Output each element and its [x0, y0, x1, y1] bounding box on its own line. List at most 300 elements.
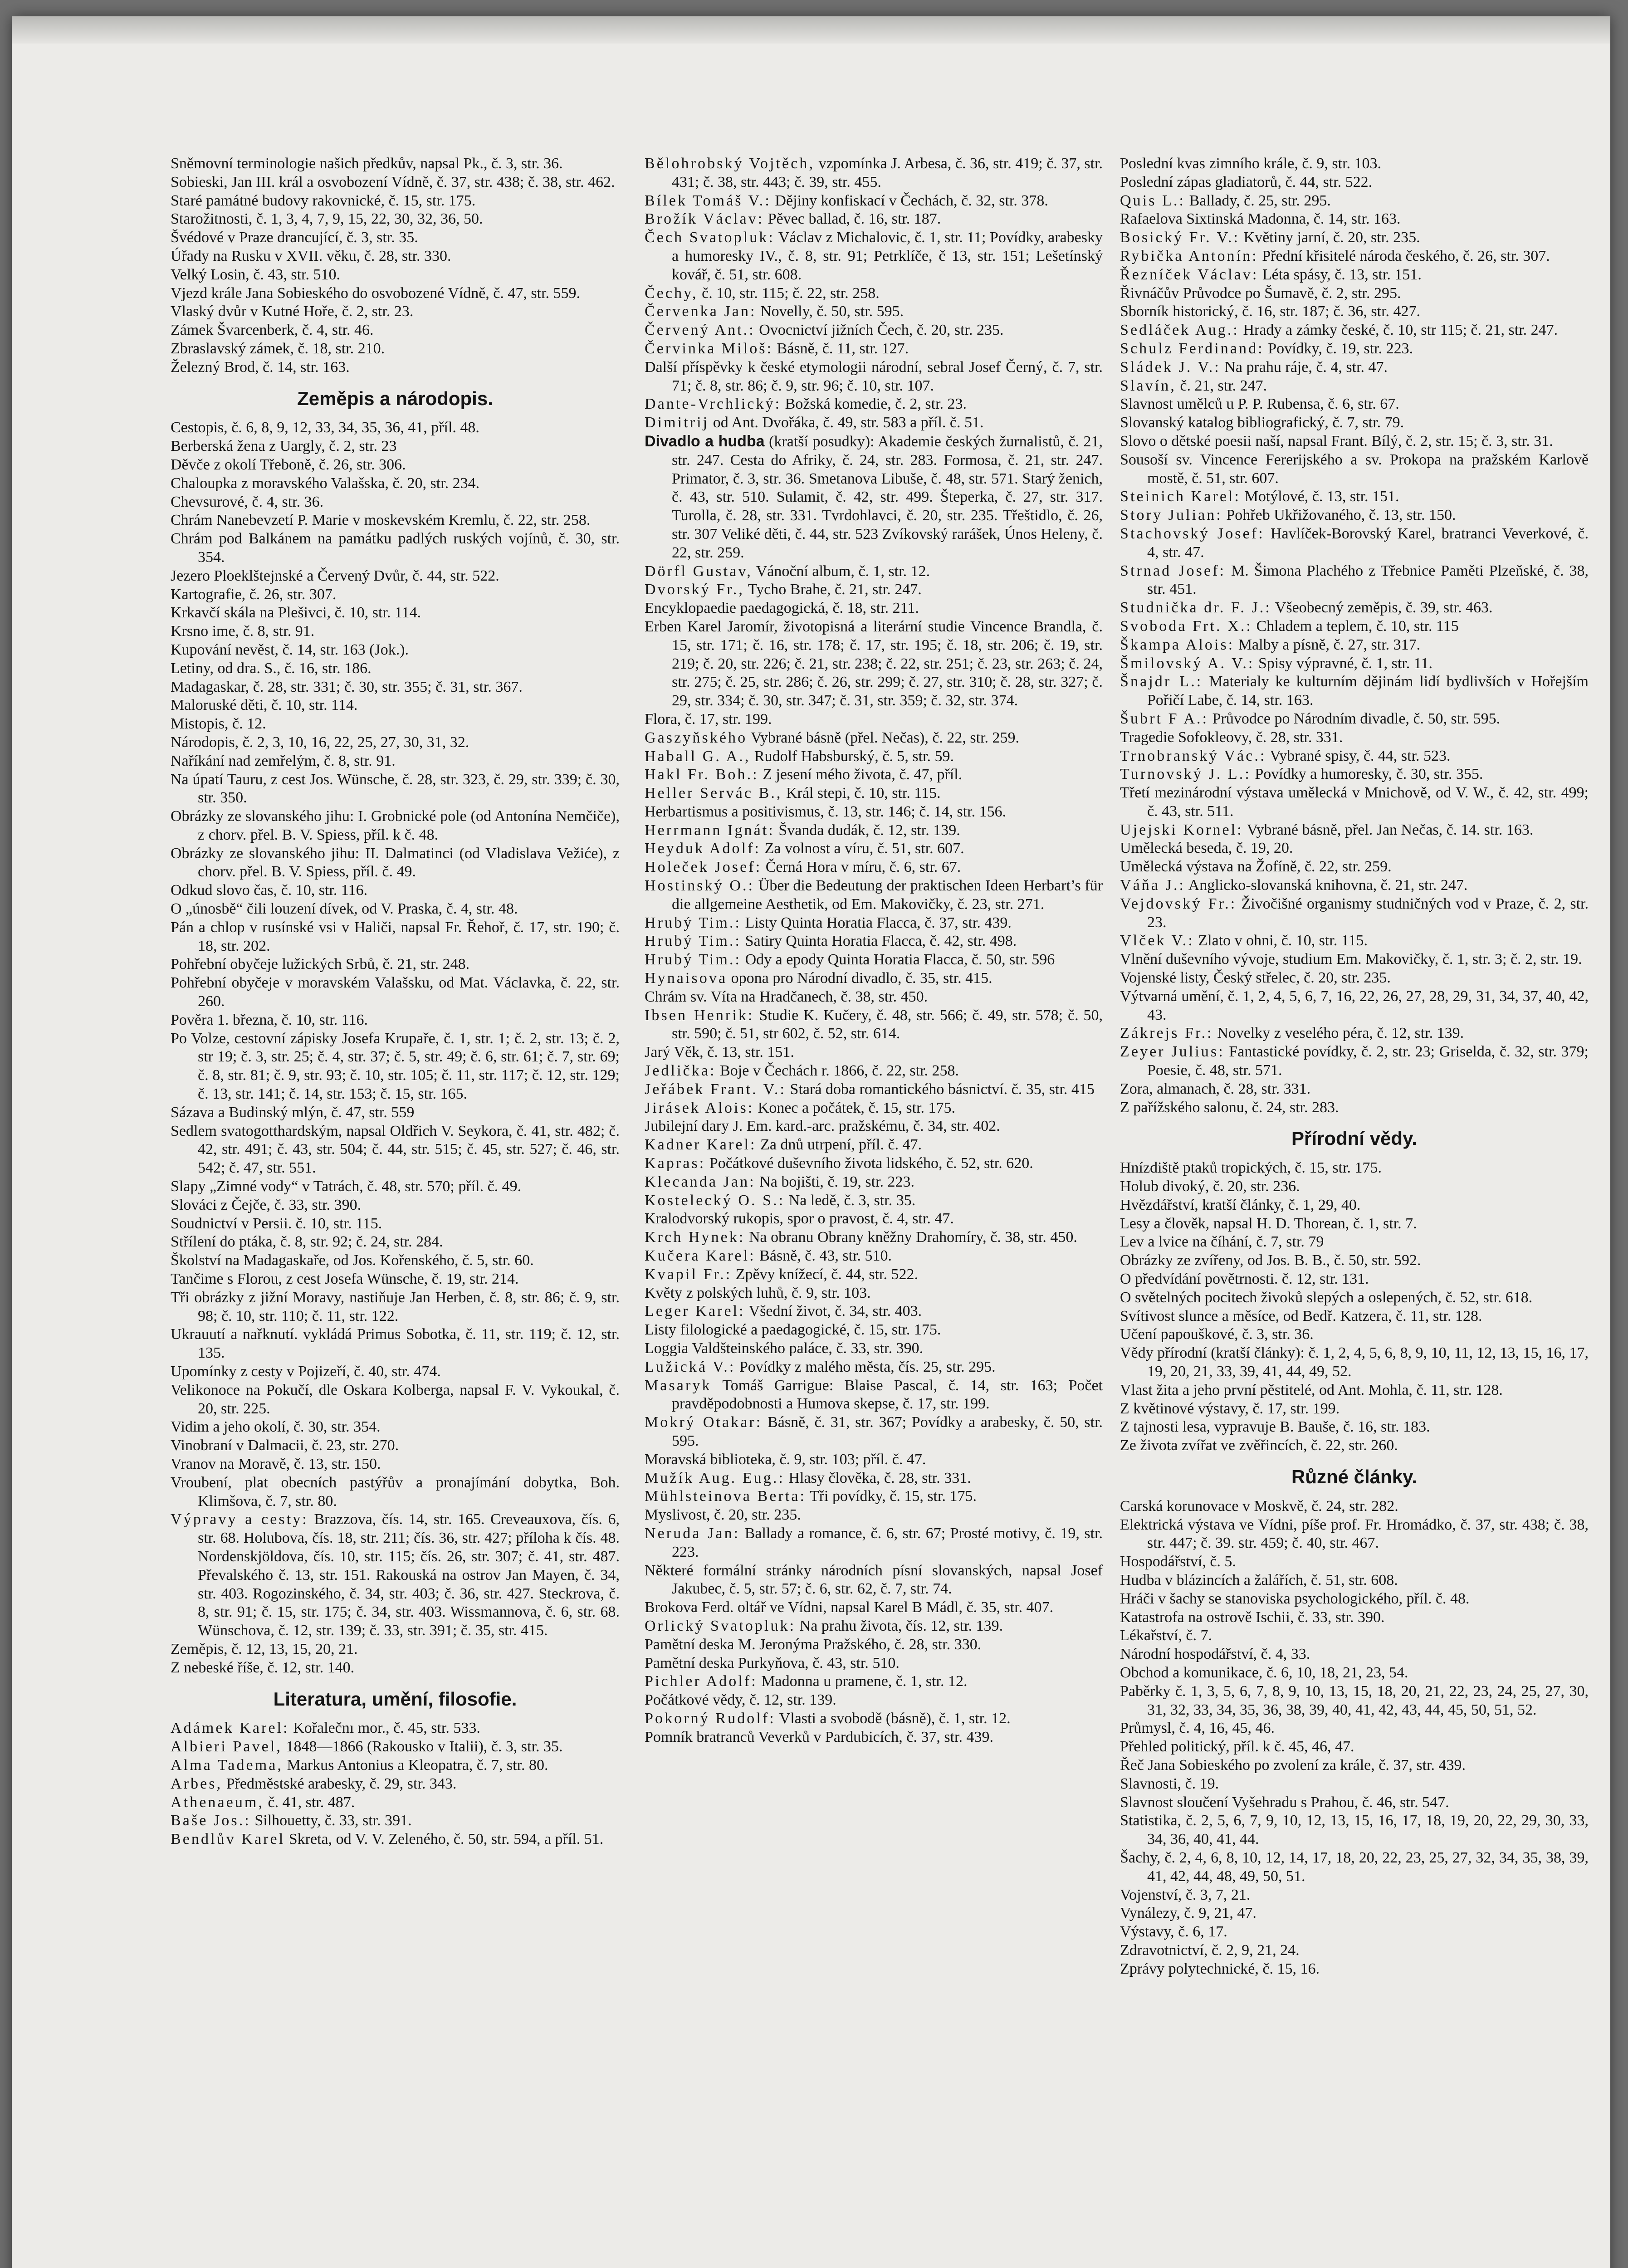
entry-text: Pamětní deska Purkyňova, č. 43, str. 510.: [645, 1654, 900, 1672]
entry-author: Červenka Jan:: [645, 303, 757, 320]
entry-text: Švanda dudák, č. 12, str. 139.: [774, 821, 960, 839]
entry-author: Čechy,: [645, 284, 698, 302]
index-entry: [1120, 1904, 1589, 1923]
entry-text: Vybrané básně, přel. Jan Nečas, č. 14. str. 163.: [1243, 821, 1534, 838]
entry-text: Léta spásy, č. 13, str. 151.: [1258, 266, 1422, 283]
index-entry: [171, 1794, 620, 1812]
entry-text: Z pařížského salonu, č. 24, str. 283.: [1120, 1099, 1339, 1116]
entry-text: Básně, č. 31, str. 367; Povídky a arabesky, č. 50, str. 595.: [672, 1414, 1103, 1449]
entry-text: Ody a epody Quinta Horatia Flacca, č. 50, str. 596: [741, 951, 1055, 968]
index-entry: [171, 1270, 620, 1289]
entry-author: Šubrt F A.:: [1120, 710, 1209, 727]
index-entry: [645, 284, 1103, 303]
index-entry: [645, 1525, 1103, 1562]
entry-author: Baše Jos.:: [171, 1812, 251, 1829]
index-entry: [645, 210, 1103, 229]
entry-text: Povídky z malého města, čís. 25, str. 295.: [735, 1358, 996, 1375]
entry-text: Z květinové výstavy, č. 17, str. 199.: [1120, 1400, 1340, 1417]
entry-text: Fantastické povídky, č. 2, str. 23; Griselda, č. 32, str. 379; Poesie, č. 48, str. 571.: [1147, 1043, 1589, 1079]
index-entry: [1120, 728, 1589, 747]
entry-text: Soudnictví v Persii. č. 10, str. 115.: [171, 1215, 382, 1232]
index-entry: [1120, 636, 1589, 655]
entry-text: Další příspěvky k české etymologii národní, sebral Josef Černý, č. 7, str. 71; č. 8, str. 86; č. 9, str. 96; č. 10, str. 107.: [645, 358, 1103, 394]
entry-author: Leger Karel:: [645, 1303, 745, 1320]
index-entry: [171, 1437, 620, 1455]
entry-text: Vlasti a svobodě (básně), č. 1, str. 12.: [775, 1710, 1011, 1727]
index-entry: [1120, 1571, 1589, 1590]
entry-text: Pán a chlop v rusínské vsi v Haliči, napsal Fr. Řehoř, č. 17, str. 190; č. 18, str. 202.: [171, 919, 620, 954]
index-entry: [1120, 488, 1589, 506]
entry-text: Hudba v blázincích a žalářích, č. 51, str. 608.: [1120, 1571, 1398, 1589]
index-entry: [1120, 1099, 1589, 1117]
entry-text: Materialy ke kulturním dějinám lidí bydlivších v Hořejším Pořičí Labe, č. 14, str. 163.: [1147, 673, 1589, 709]
entry-author: Hrubý Tim.:: [645, 951, 742, 968]
entry-text: Vánoční album, č. 1, str. 12.: [752, 562, 930, 580]
index-entry: [645, 618, 1103, 710]
index-entry: [1120, 821, 1589, 840]
index-entry: [171, 752, 620, 771]
index-entry: [645, 1173, 1103, 1192]
heading-literature: Literatura, umění, filosofie.: [273, 1688, 517, 1710]
entry-author: Turnovský J. L.:: [1120, 766, 1251, 783]
entry-author: Dimitrij: [645, 414, 709, 431]
column-middle: [645, 155, 1103, 1747]
entry-author: Jedlička:: [645, 1062, 716, 1080]
entry-text: Národní hospodářství, č. 4, 33.: [1120, 1646, 1310, 1663]
index-entry: [171, 1030, 620, 1104]
index-entry: [1120, 1627, 1589, 1645]
entry-author: Slavín,: [1120, 377, 1176, 394]
index-entry: [171, 1122, 620, 1178]
entry-author: Story Julian:: [1120, 507, 1222, 524]
index-entry: [171, 437, 620, 456]
entry-text: Vědy přírodní (kratší články): č. 1, 2, 4, 5, 6, 8, 9, 10, 11, 12, 13, 15, 16, 17, 19, 20, 21, 33, 39, 41, 44, 49, 52.: [1120, 1344, 1589, 1380]
index-entry: [171, 696, 620, 715]
entry-text: Básně, č. 11, str. 127.: [773, 340, 909, 357]
entry-author: Masaryk: [645, 1377, 712, 1394]
index-entry: [645, 321, 1103, 340]
entry-text: Loggia Valdšteinského paláce, č. 33, str. 390.: [645, 1340, 924, 1357]
entry-text: Skreta, od V. V. Zeleného, č. 50, str. 594, a příl. 51.: [285, 1831, 604, 1848]
index-entry: [1120, 247, 1589, 266]
entry-text: Povídky a humoresky, č. 30, str. 355.: [1251, 766, 1483, 783]
index-entry: [645, 710, 1103, 729]
index-entry: [1120, 562, 1589, 599]
entry-text: Slovanský katalog bibliografický, č. 7, str. 79.: [1120, 414, 1404, 431]
entry-text: Z jesení mého života, č. 47, příl.: [758, 766, 963, 783]
index-entry: [171, 474, 620, 493]
entry-text: Umělecká výstava na Žofíně, č. 22, str. 259.: [1120, 858, 1392, 875]
index-entry: [1120, 1215, 1589, 1233]
entry-text: Svítivost slunce a měsíce, od Bedř. Katzera, č. 11, str. 128.: [1120, 1307, 1482, 1325]
entry-text: M. Šimona Plachého z Třebnice Paměti Plzeňské, č. 38, str. 451.: [1147, 562, 1589, 598]
entry-text: Božská komedie, č. 2, str. 23.: [781, 396, 967, 413]
index-entry: [645, 229, 1103, 284]
index-entry: [171, 303, 620, 321]
index-entry: [645, 1062, 1103, 1080]
index-entry: [1120, 506, 1589, 525]
entry-text: Slavnost sloučení Vyšehradu s Prahou, č. 46, str. 547.: [1120, 1794, 1449, 1811]
list-literature-cont: [645, 155, 1103, 1747]
entry-text: O světelných pocitech živoků slepých a oslepených, č. 52, str. 618.: [1120, 1289, 1533, 1306]
entry-text: Průmysl, č. 4, 16, 45, 46.: [1120, 1720, 1275, 1737]
index-entry: [1120, 784, 1589, 821]
index-entry: [645, 1710, 1103, 1728]
entry-text: Stará doba romantického básnictví. č. 35, str. 415: [786, 1080, 1095, 1098]
entry-text: Kořalečnı mor., č. 45, str. 533.: [289, 1720, 480, 1737]
entry-text: Sousoší sv. Vincence Fererijského a sv. Prokopa na pražském Karlově mostě, č. 51, str. 607.: [1120, 451, 1589, 487]
entry-text: Chrám sv. Víta na Hradčanech, č. 38, str. 450.: [645, 988, 928, 1005]
entry-text: Tančime s Florou, z cest Josefa Wünsche, č. 19, str. 214.: [171, 1271, 519, 1288]
entry-author: Mokrý Otakar:: [645, 1414, 763, 1431]
entry-author: Kapras:: [645, 1155, 706, 1172]
entry-text: Jubilejní dary J. Em. kard.-arc. pražskému, č. 34, str. 402.: [645, 1118, 1000, 1135]
entry-text: Statistika, č. 2, 5, 6, 7, 9, 10, 12, 13, 15, 16, 17, 18, 19, 20, 22, 29, 30, 33, 34, 36, 40, 41, 44.: [1120, 1812, 1589, 1848]
entry-text: Satiry Quinta Horatia Flacca, č. 42, str. 498.: [741, 933, 1017, 950]
index-entry: [171, 1640, 620, 1659]
entry-text: Slováci z Čejče, č. 33, str. 390.: [171, 1196, 362, 1213]
entry-text: Průvodce po Národním divadle, č. 50, str. 595.: [1208, 710, 1501, 727]
entry-text: Z nebeské říše, č. 12, str. 140.: [171, 1659, 355, 1676]
entry-text: Odkud slovo čas, č. 10, str. 116.: [171, 882, 368, 899]
entry-text: Dějiny konfiskací v Čechách, č. 32, str. 378.: [771, 192, 1048, 209]
list-natural-sciences: [1120, 1159, 1589, 1455]
list-literature-end: [1120, 155, 1589, 1117]
entry-text: Úřady na Rusku v XVII. věku, č. 28, str. 330.: [171, 247, 451, 264]
index-entry: [171, 771, 620, 808]
index-entry: [645, 1598, 1103, 1617]
index-entry: [645, 192, 1103, 210]
index-entry: [1120, 747, 1589, 766]
entry-text: Studie K. Kučery, č. 48, str. 566; č. 49, str. 578; č. 50, str. 590; č. 51, str 602, č. 52, str. 614.: [672, 1007, 1103, 1042]
index-entry: [1120, 1738, 1589, 1756]
entry-text: Černá Hora v míru, č. 6, str. 67.: [762, 859, 961, 876]
index-entry: [1120, 1719, 1589, 1738]
index-entry: [171, 321, 620, 340]
entry-author: Hakl Fr. Boh.:: [645, 766, 759, 783]
entry-text: Tři povídky, č. 15, str. 175.: [806, 1488, 977, 1505]
entry-text: Poslední zápas gladiatorů, č. 44, str. 522.: [1120, 173, 1373, 191]
index-entry: [645, 358, 1103, 396]
index-entry: [645, 858, 1103, 877]
index-entry: [645, 1358, 1103, 1377]
entry-author: Krch Hynek:: [645, 1229, 745, 1246]
entry-text: Anglicko-slovanská knihovna, č. 21, str. 247.: [1185, 877, 1468, 894]
index-entry: [1120, 1270, 1589, 1289]
entry-author: Dante-Vrchlický:: [645, 396, 782, 413]
index-entry: [1120, 210, 1589, 229]
entry-text: Katastrofa na ostrově Ischii, č. 33, str. 390.: [1120, 1608, 1385, 1626]
entry-author: Řezníček Václav:: [1120, 266, 1259, 283]
index-entry: [645, 395, 1103, 414]
index-entry: [1120, 340, 1589, 358]
entry-author: Jeřábek Frant. V.:: [645, 1080, 787, 1098]
index-entry: [1120, 987, 1589, 1025]
entry-text: Jezero Ploeklštejnské a Červený Dvůr, č. 44, str. 522.: [171, 567, 499, 584]
entry-author: Bělohrobský Vojtěch,: [645, 155, 815, 172]
entry-author: Ibsen Henrik:: [645, 1007, 754, 1024]
index-entry: [1120, 321, 1589, 340]
index-entry: [645, 1007, 1103, 1044]
entry-text: 1848—1866 (Rakousko v Italii), č. 3, str. 35.: [282, 1738, 563, 1755]
index-entry: [645, 432, 1103, 562]
index-entry: [1120, 1516, 1589, 1553]
index-entry: [171, 155, 620, 173]
index-entry: [645, 1080, 1103, 1099]
index-entry: [645, 1339, 1103, 1358]
index-entry: [171, 456, 620, 474]
entry-text: Hráči v šachy se stanoviska psychologického, příl. č. 48.: [1120, 1590, 1470, 1607]
entry-text: Šachy, č. 2, 4, 6, 8, 10, 12, 14, 17, 18, 20, 22, 23, 25, 27, 32, 34, 35, 38, 39, 41, 42, 44, 48, 49, 50, 51.: [1120, 1849, 1589, 1885]
index-entry: [645, 1728, 1103, 1747]
entry-author: Haball G. A.,: [645, 748, 751, 765]
index-entry: [1120, 1590, 1589, 1608]
index-entry: [1120, 1886, 1589, 1905]
index-entry: [1120, 1289, 1589, 1307]
index-entry: [171, 1659, 620, 1677]
index-entry: [171, 358, 620, 377]
entry-text: Počátkové vědy, č. 12, str. 139.: [645, 1691, 836, 1709]
entry-text: Na úpatí Tauru, z cest Jos. Wünsche, č. 28, str. 323, č. 29, str. 339; č. 30, str. 350.: [171, 771, 620, 807]
entry-text: Tragedie Sofokleovy, č. 28, str. 331.: [1120, 728, 1343, 746]
entry-text: Povídky, č. 19, str. 223.: [1264, 340, 1413, 357]
index-entry: [1120, 1024, 1589, 1043]
index-entry: [1120, 1682, 1589, 1720]
entry-author: Heller Servác B.,: [645, 785, 782, 802]
index-entry: [171, 1381, 620, 1418]
entry-author: Kučera Karel:: [645, 1247, 756, 1265]
entry-text: Krsno ime, č. 8, str. 91.: [171, 623, 315, 640]
entry-text: Madagaskar, č. 28, str. 331; č. 30, str. 355; č. 31, str. 367.: [171, 678, 523, 695]
entry-text: Přední křisitelé národa českého, č. 26, str. 307.: [1258, 247, 1550, 264]
entry-text: Slapy „Zimné vody“ v Tatrách, č. 48, str. 570; příl. č. 49.: [171, 1178, 522, 1195]
index-entry: [1120, 1325, 1589, 1344]
index-entry: [645, 1247, 1103, 1266]
entry-author: Zeyer Julius:: [1120, 1043, 1225, 1061]
index-entry: [1120, 358, 1589, 377]
entry-text: Vojenství, č. 3, 7, 21.: [1120, 1886, 1251, 1903]
index-entry: [1120, 1381, 1589, 1400]
index-entry: [171, 1251, 620, 1270]
entry-author: Šmilovský A. V.:: [1120, 655, 1255, 672]
entry-text: Květiny jarní, č. 20, str. 235.: [1240, 229, 1420, 246]
entry-author: Quis L.:: [1120, 192, 1186, 209]
list-miscellaneous: [1120, 1497, 1589, 1979]
entry-author: Čech Svatopluk:: [645, 229, 775, 246]
entry-text: Všední život, č. 34, str. 403.: [745, 1303, 922, 1320]
heading-miscellaneous: Různé články.: [1291, 1466, 1417, 1487]
entry-text: Brazzova, čís. 14, str. 165. Creveauxova, čís. 6, str. 68. Holubova, čís. 18, str. 211; čís. 36, str. 427; příloha k čís. 48. Nordenskjöldova, čís. 10, str. 115; čís. 26, str. 307; č. 41, str. 487. Převalského č. 13, str. 151. Rakouská na ostrov Jan Mayen, č. 34, str. 403. Rogozinského, č. 34, str. 403; č. 36, str. 427. Steckrova, č. 8, str. 91; č. 15, str. 175; č. 34, str. 403. Wissmannova, č. 6, str. 68. Wünschova, č. 12, str. 139; č. 33, str. 391; č. 35, str. 415.: [198, 1511, 620, 1639]
entry-author: Mužík Aug. Eug.:: [645, 1469, 785, 1486]
index-entry: [1120, 1794, 1589, 1812]
entry-text: Hvězdářství, kratší články, č. 1, 29, 40.: [1120, 1196, 1361, 1213]
index-entry: [1120, 395, 1589, 414]
index-entry: [171, 955, 620, 974]
entry-author: Albieri Pavel,: [171, 1738, 282, 1755]
index-entry: [1120, 1400, 1589, 1418]
entry-text: Maloruské děti, č. 10, str. 114.: [171, 697, 358, 714]
entry-text: Paběrky č. 1, 3, 5, 6, 7, 8, 9, 10, 13, 15, 18, 20, 21, 22, 23, 24, 25, 27, 30, 31, 32, 33, 34, 35, 36, 38, 39, 40, 41, 42, 43, 44, 45, 50, 51, 52.: [1120, 1682, 1589, 1718]
index-entry: [645, 1228, 1103, 1247]
entry-author: Adámek Karel:: [171, 1720, 289, 1737]
entry-text: Elektrická výstava ve Vídni, píše prof. Fr. Hromádko, č. 37, str. 438; č. 38, str. 447; č. 39. str. 459; č. 40, str. 467.: [1120, 1516, 1589, 1552]
entry-author: Mühlsteinova Berta:: [645, 1488, 807, 1505]
index-entry: [1120, 617, 1589, 636]
index-entry: [645, 1117, 1103, 1136]
index-entry: [1120, 1307, 1589, 1326]
entry-text: O „únosbě“ čili louzení dívek, od V. Praska, č. 4, str. 48.: [171, 900, 518, 918]
index-entry: [171, 1418, 620, 1437]
entry-author: Bendlův Karel: [171, 1831, 285, 1848]
entry-text: Chaloupka z moravského Valašska, č. 20, str. 234.: [171, 474, 480, 492]
index-entry: [1120, 1344, 1589, 1381]
entry-author: Pokorný Rudolf:: [645, 1710, 776, 1727]
entry-text: Holub divoký, č. 20, str. 236.: [1120, 1178, 1300, 1195]
index-entry: [1120, 950, 1589, 969]
entry-author: Heyduk Adolf:: [645, 840, 761, 857]
entry-text: Básně, č. 43, str. 510.: [755, 1247, 892, 1265]
index-entry: [645, 1672, 1103, 1691]
index-entry: [645, 766, 1103, 784]
entry-text: Velký Losin, č. 43, str. 510.: [171, 266, 340, 283]
index-entry: [171, 567, 620, 586]
index-entry: [645, 1617, 1103, 1636]
index-entry: [645, 1377, 1103, 1414]
entry-text: Chladem a teplem, č. 10, str. 115: [1252, 617, 1459, 635]
entry-text: Motýlové, č. 13, str. 151.: [1241, 488, 1399, 505]
entry-text: Rudolf Habsburský, č. 5, str. 59.: [750, 748, 954, 765]
index-entry: [1120, 1645, 1589, 1664]
entry-text: Obrázky ze zvířeny, od Jos. B. B., č. 50, str. 592.: [1120, 1252, 1421, 1269]
entry-text: Za volnost a víru, č. 51, str. 607.: [761, 840, 964, 857]
index-entry: [171, 1738, 620, 1756]
index-entry: [171, 1474, 620, 1511]
entry-author: Šnajdr L.:: [1120, 673, 1203, 690]
entry-text: Ovocnictví jižních Čech, č. 20, str. 235.: [755, 322, 1004, 339]
entry-author: Sládek J. V.:: [1120, 358, 1221, 376]
entry-text: Sborník historický, č. 16, str. 187; č. 36, str. 427.: [1120, 303, 1421, 320]
index-page: [12, 16, 1610, 2268]
entry-text: č. 10, str. 115; č. 22, str. 258.: [698, 284, 880, 302]
index-entry: [171, 284, 620, 303]
entry-author: Červený Ant.:: [645, 322, 755, 339]
index-entry: [645, 729, 1103, 748]
index-entry: [1120, 1664, 1589, 1682]
entry-text: Umělecká beseda, č. 19, 20.: [1120, 840, 1293, 857]
index-entry: [645, 932, 1103, 951]
entry-author: Holeček Josef:: [645, 859, 762, 876]
entry-author: Steinich Karel:: [1120, 488, 1241, 505]
entry-author: Svoboda Frt. X.:: [1120, 617, 1252, 635]
entry-author: Jirásek Alois:: [645, 1099, 754, 1116]
entry-text: Švédové v Praze drancující, č. 3, str. 35.: [171, 229, 418, 246]
index-entry: [1120, 1941, 1589, 1960]
index-entry: [171, 1104, 620, 1122]
entry-author: Vejdovský Fr.:: [1120, 895, 1237, 912]
entry-text: Vinobraní v Dalmacii, č. 23, str. 270.: [171, 1437, 399, 1454]
index-entry: [645, 340, 1103, 358]
entry-text: Král stepi, č. 10, str. 115.: [782, 785, 941, 802]
entry-text: Zdravotnictví, č. 2, 9, 21, 24.: [1120, 1941, 1300, 1959]
entry-text: Krkavčí skála na Plešivci, č. 10, str. 114.: [171, 604, 421, 621]
entry-text: Cestopis, č. 6, 8, 9, 12, 33, 34, 35, 36, 41, příl. 48.: [171, 419, 479, 436]
index-entry: [1120, 1497, 1589, 1516]
entry-text: Živočišné organismy studničných vod v Praze, č. 2, str. 23.: [1147, 895, 1589, 931]
entry-text: Sobieski, Jan III. král a osvobození Vídně, č. 37, str. 438; č. 38, str. 462.: [171, 173, 615, 191]
entry-author: Kvapil Fr.:: [645, 1266, 732, 1283]
index-entry: [1120, 1178, 1589, 1196]
entry-text: Zprávy polytechnické, č. 15, 16.: [1120, 1960, 1320, 1977]
entry-text: Malby a písně, č. 27, str. 317.: [1234, 636, 1421, 653]
entry-text: Vynálezy, č. 9, 21, 47.: [1120, 1905, 1256, 1922]
index-entry: [1120, 655, 1589, 673]
index-entry: [1120, 525, 1589, 562]
entry-text: Třetí mezinárodní výstava umělecká v Mnichově, od V. W., č. 42, str. 499; č. 43, str. 511.: [1120, 784, 1589, 820]
index-entry: [1120, 1608, 1589, 1627]
entry-text: Ze života zvířat ve zvěřincích, č. 22, str. 260.: [1120, 1437, 1398, 1454]
entry-author: Herrmann Ignát:: [645, 821, 775, 839]
entry-author: Pichler Adolf:: [645, 1673, 758, 1690]
entry-text: Hnízdiště ptaků tropických, č. 15, str. 175.: [1120, 1159, 1382, 1177]
entry-text: opona pro Národní divadlo, č. 35, str. 415.: [727, 970, 992, 987]
entry-text: Zámek Švarcenberk, č. 4, str. 46.: [171, 322, 374, 339]
entry-text: Naříkání nad zemřelým, č. 8, str. 91.: [171, 752, 396, 769]
entry-author: Ujejski Kornel:: [1120, 821, 1243, 838]
entry-text: Spisy výpravné, č. 1, str. 11.: [1254, 655, 1432, 672]
index-entry: [645, 1506, 1103, 1525]
entry-text: Encyklopaedie paedagogická, č. 18, str. 211.: [645, 600, 919, 617]
entry-text: Zpěvy knížecí, č. 44, str. 522.: [732, 1266, 918, 1283]
index-entry: [171, 845, 620, 882]
entry-text: Na ledě, č. 3, str. 35.: [785, 1192, 916, 1209]
entry-text: Erben Karel Jaromír, životopisná a literární studie Vincence Brandla, č. 15, str. 171; č. 16, str. 178; č. 17, str. 195; č. 18, str. 206; č. 19, str. 219; č. 20, str. 226; č. 21, str. 238; č. 22, str. 251; č. 23, str. 263; č. 24, str. 275; č. 25, str. 286; č. 26, str. 299; č. 27, str. 310; č. 28, str. 327; č. 29, str. 334; č. 30, str. 347; č. 31, str. 359; č. 32, str. 374.: [645, 618, 1103, 709]
entry-text: Novelky z veselého péra, č. 12, str. 139.: [1213, 1025, 1464, 1042]
index-entry: [1120, 1251, 1589, 1270]
entry-text: Konec a počátek, č. 15, str. 175.: [754, 1099, 956, 1116]
entry-text: Starožitnosti, č. 1, 3, 4, 7, 9, 15, 22, 30, 32, 36, 50.: [171, 210, 483, 228]
index-entry: [171, 881, 620, 900]
index-entry: [1120, 1159, 1589, 1178]
entry-text: Zbraslavský zámek, č. 18, str. 210.: [171, 340, 385, 357]
entry-text: Obrázky ze slovanského jihu: I. Grobnické pole (od Antonína Nemčiče), z chorv. přel. B. V. Spiess, příl. k č. 48.: [171, 808, 620, 843]
entry-text: Vlnění duševního vývoje, studium Em. Makovičky, č. 1, str. 3; č. 2, str. 19.: [1120, 951, 1582, 968]
index-entry: [171, 974, 620, 1011]
entry-text: Vybrané spisy, č. 44, str. 523.: [1266, 747, 1451, 764]
index-entry: [1120, 1043, 1589, 1080]
index-entry: [171, 622, 620, 641]
entry-text: Zeměpis, č. 12, 13, 15, 20, 21.: [171, 1640, 358, 1657]
entry-author: Klecanda Jan:: [645, 1173, 756, 1190]
entry-text: O předvídání povětrnosti. č. 12, str. 131.: [1120, 1271, 1369, 1288]
entry-text: Silhouetty, č. 33, str. 391.: [250, 1812, 412, 1829]
entry-text: Pamětní deska M. Jeronýma Pražského, č. 28, str. 330.: [645, 1636, 982, 1653]
entry-text: Pohřební obyčeje v moravském Valašsku, od Mat. Václavka, č. 22, str. 260.: [171, 974, 620, 1010]
entry-text: Obrázky ze slovanského jihu: II. Dalmatinci (od Vladislava Vežiće), z chorv. přel. B. V. Spiess, příl. č. 49.: [171, 845, 620, 880]
index-entry: [645, 1302, 1103, 1321]
index-entry: [171, 1719, 620, 1738]
entry-text: Über die Bedeutung der praktischen Ideen Herbart’s für die allgemeine Aesthetik, od Em. Makovičky, č. 23, str. 271.: [672, 877, 1103, 913]
index-entry: [645, 1487, 1103, 1506]
index-entry: [171, 511, 620, 530]
index-entry: [171, 340, 620, 358]
entry-author: Kadner Karel:: [645, 1136, 757, 1154]
index-entry: [171, 1775, 620, 1794]
index-entry: [645, 914, 1103, 933]
index-entry: [171, 419, 620, 437]
index-entry: [1120, 266, 1589, 284]
entry-text: Lev a lvice na číhání, č. 7, str. 79: [1120, 1233, 1324, 1251]
entry-text: Vojenské listy, Český střelec, č. 20, str. 235.: [1120, 969, 1391, 987]
